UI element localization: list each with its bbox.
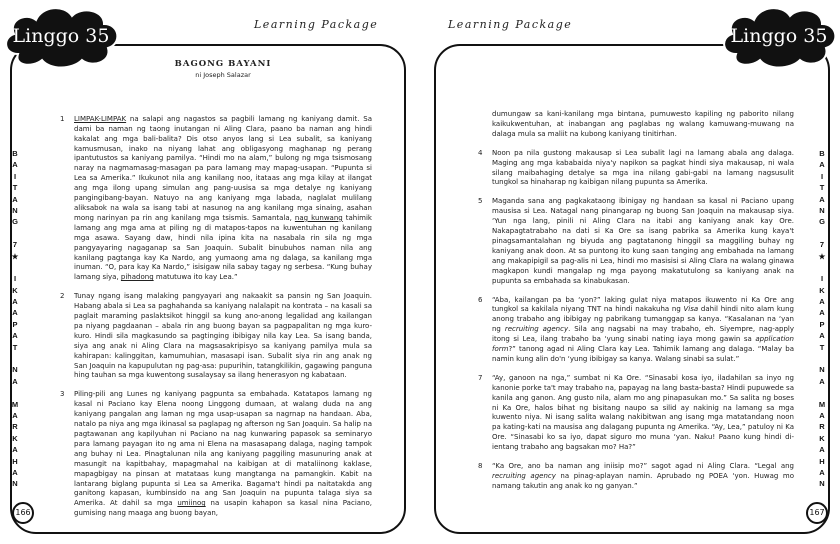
side-label-right: B A I T A N G 7 ★ I K A A P A T N A M A R K A H A N — [816, 148, 828, 490]
paragraph-3: 3 Piling-pili ang Lunes ng kaniyang pagpunta sa embahada. Katatapos lamang ng kasal ni Paciano kay Elena noong Linggong dumaan, at walang duda na ang kaniyang pangalan ang laman ng mga usap-usapan sa nagrnap na handaan. Aba, natalo pa niya ang mga ikinasal sa paglapag ng afterson ng San Joaquin. Sa halip na pagtawanan ang kapilyuhan ni Paciano na nag kunwaring papasok sa seminaryo para lamang payagan ito ng ama ni Elena na masasapang dalaga, naging tampok ang buhay ni Lea. Pinagtalunan nila ang kaniyang paggiling masunuring anak at masungit na kapitbahay, mapagmahal na kaibigan at di mataliinong kaklase, mapagbigay na pinsan at matataas kung mangtanga na pamangkin. Kabit na lantarang biglang pupunta si Lea sa Amerika. Bagama't hindi pa naitatakda ang ganitong kapasan, kumbinsido na ang San Joaquin na pupunta talaga siya sa Amerika. At dahil sa mga umiinog na usapin kahapon sa kasal nina Paciano, gumising nang maaga ang buong bayan, — [60, 390, 373, 518]
left-column — [60, 60, 372, 528]
story-author: ni Joseph Salazar — [195, 70, 251, 79]
paragraph-7: 7 “Ay, ganoon na nga,” sumbat ni Ka Ore. “Sinasabi kosa iyo, iladahilan sa inyo ng kanonie porke ta't may trabaho na, papayag na lang basta-basta? Hindi pupuwede sa kanila ang ganon. Ang gusto nila, alam mo ang pinapasukan mo.” Sa salita ng boses ni Ka Ore, halos bihat ng bisitang naupo sa silid ay nakinig na lamang sa mga kuwento niya. Ni isang salita walang nakibitwan ang isang mga matatandang noon pa kating-kati na mausisa ang dalagang pupunta ng Amerika. “Ay, Lea,” patuloy ni Ka Ore. “Sinasabi ko sa iyo, dapat siguro mo muna ‘yan. Naku! Paano kung hindi di-ientang trabaho ang bagsakan mo? Ha?” — [478, 373, 794, 452]
star-icon: ★ — [11, 251, 19, 261]
paragraph-1: 1 LIMPAK-LIMPAK na salapi ang nagastos sa pagbili lamang ng kaniyang damit. Sa dami ba naman ng taong inutangan ni Aling Clara, paano ba naman ang hindi kakalat ang mga bali-balita? Dis otso anyos lang si Lea subalit, sa kaniyang kamusmusan, inako na niyang lahat ang obligasyong maghanap ng perang ipantutustos sa kaniyang pamilya. “Hindi mo na alam,” bulong ng mga tsismosang naray na nagmamasag-masagan pa para lamang may mapag-usapan. “Pupunta si Lea sa Amerika.” Ikukunot nila ang kanilang noo, itataas ang mga kilay at ilangat ang mga ilong upang simulan ang pang-uusisa sa mga detalye ng kaniyang pangingibang-bayan. Natuyo na ang kaniyang mga labada, naglalat mulilang aliksabok na wala sa isang tabi at nasunog na ang kanilang mga sinaing, asahan mong narinyan pa rin ang kanilang mga tsismis. Samantala, nag kunwang tahimik lamang ang mga ama at piling ng di matapos-tapos na kuwentuhan ng kanilang mga asawa. Sayang daw, hindi nila ipina kita na nasabala rin sila ng mga pangyayaring nagaganap sa San Joaquin. Subalit binubuhos naman nila ang kanilang pagtanga kay Ka Nardo, ang yumaong ama ng dalaga, sa kanilang mga inuman. “O, para kay Ka Nardo,” isisigaw nila sabay tagay ng serbesa. “Kung buhay lamang siya, pihadong matutuwa ito kay Lea.” — [60, 114, 372, 282]
page-number-right: 167 — [806, 502, 828, 524]
side-label-left: B A I T A N G 7 ★ I K A A P A T N A M A R K A H A N — [9, 148, 21, 490]
paragraph-3-continued: dumungaw sa kani-kanilang mga bintana, pumuwesto kapiling ng paborito nilang kaikukwentuhan, at inabangan ang paglabas ng walang kamuwang-muwang na dalaga mula sa maliit na kubong kaniyang tinitirhan. — [492, 110, 794, 138]
right-column — [478, 110, 794, 501]
week-badge-right — [718, 2, 840, 72]
page-number-left: 166 — [12, 502, 34, 524]
header-title-right: Learning Package — [448, 18, 573, 31]
week-label: Linggo 35 — [730, 25, 828, 47]
story-title: BAGONG BAYANI — [174, 59, 272, 69]
week-label: Linggo 35 — [12, 25, 110, 47]
header-title-left: Learning Package — [254, 18, 379, 31]
paragraph-5: 5 Maganda sana ang pagkakataong ibinigay ng handaan sa kasal ni Paciano upang mausisa si Lea. Natagal nang pinangarap ng buong San Joaquin na makausap siya. ‘Yun nga lang, pinili ni Aling Clara na itabi ang kaniyang anak kay Ore. Nakapagtatrabaho na dati si Ka Ore sa isang pabrika sa Amerika kung kaya't pinagsamantalahan ng biyuda ang pagtatanong hinggil sa maggiling buhay ng kaniyang anak doon. At sa puntong ito kung saan tanging ang embahada na lamang ang makapipigil sa pag-alis ni Lea, hindi mo masisisi si Aling Clara na walang ginawa magkapon kundi mangalap ng mga payong makatutulong sa kaniyang anak na pupunta sa embahada sa kinabukasan. — [478, 197, 794, 285]
paragraph-6: 6 “Aba, kailangan pa ba ‘yon?” laking gulat niya matapos ikuwento ni Ka Ore ang tungkol sa kakilala niyang TNT na hindi nakakuha ng Visa dahil hindi nito alam kung anong trabaho ang ibibigay ng pabrikang tumanggap sa kanya. “Kasalanan na ‘yan ng recruiting agency. Sila ang nagsabi na may trabaho, eh. Siyempre, nag-apply itong si Lea, ilang trabaho ba ‘yung sinabi nating iaya mong gawin sa application form?” tanong agad ni Aling Clara kay Lea. Tahimik lamang ang dalaga. “Malay ba namin kung alin do'n ‘yung ibibigay sa kanya. Walang sinabi sa sulat.” — [478, 295, 795, 363]
paragraph-2: 2 Tunay ngang isang malaking pangyayari ang nakaakit sa pansin ng San Joaquin. Habang abala si Lea sa paghahanda sa kaniyang nalalapit na kontrata – na kasali sa paglait maraming paslaktsikot hinggil sa kung ano-anong legalidad ang kailangan pa niyang pagdaanan – abala rin ang buong bayan sa pagpapalitan ng mga kuro-kuro. Hindi sila magkasundo sa pagtinging ibibigay nila kay Lea. Sa isang banda, siya ang anak ni Aling Clara na magsasakripisyo sa kaniyang pamilya mula sa kahirapan: kalinggitan, kamumuhian, masasapi isan. Subalit siya rin ang anak ng San Joaquin na kapupulutan ng pag-asa: pupurihin, tatangkilikin, gagawing panguna hing tauhan sa mga kuwentong susalaysay sa ilang henerasyon ng kabataan. — [60, 292, 372, 380]
paragraph-4: 4 Noon pa nila gustong makausap si Lea subalit lagi na lamang abala ang dalaga. Maging ang mga kababaida niya'y napikon sa pagkat hindi siya makausap, ni wala silang maibahaging detalye sa mga ina nilang gabi-gabi na lamang nagsusulit tungkol sa hinaharap ng kaibigan nilang pupunta sa Amerika. — [478, 148, 794, 187]
paragraph-8: 8 “Ka Ore, ano ba naman ang iniisip mo?” sagot agad ni Aling Clara. “Legal ang recruiting agency na pinag-aplayan namin. Aprubado ng POEA ‘yon. Huwag mo namang takutin ang anak ko ng ganyan.” — [478, 462, 794, 490]
star-icon: ★ — [818, 251, 826, 261]
